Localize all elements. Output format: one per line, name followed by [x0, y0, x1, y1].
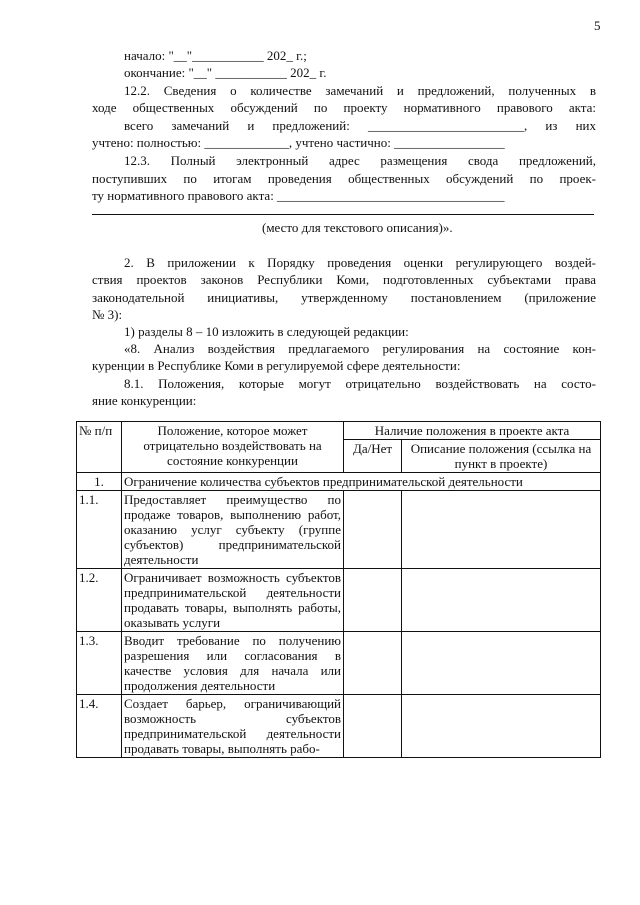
header-description: Описание положения (ссылка на пункт в проекте) — [402, 440, 601, 473]
line-item-2: 2. В приложении к Порядку проведения оценки регулирующего воздей- — [124, 255, 596, 270]
line-12-2: 12.2. Сведения о количестве замечаний и предложений, полученных в — [124, 83, 596, 98]
header-num: № п/п — [77, 422, 122, 473]
line-8-1: 8.1. Положения, которые могут отрицательно воздействовать на состо- — [124, 376, 596, 391]
line-12-3-cont2: ту нормативного правового акта: ___________________________________ — [92, 188, 505, 203]
page-number: 5 — [594, 18, 601, 33]
row-num: 1.2. — [77, 569, 122, 632]
row-yes-no — [344, 491, 402, 569]
line-start-date: начало: "__"___________ 202_ г.; — [124, 48, 307, 63]
header-presence: Наличие положения в проекте акта — [344, 422, 601, 440]
section-title: Ограничение количества субъектов предпринимательской деятельности — [122, 473, 601, 491]
row-description — [402, 695, 601, 758]
table-row — [77, 491, 601, 569]
line-12-2-cont: ходе общественных обсуждений по проекту нормативного правового акта: — [92, 100, 596, 115]
row-description — [402, 491, 601, 569]
line-item-2-cont2: законодательной инициативы, утвержденному постановлением (приложение — [92, 290, 596, 305]
header-position: Положение, которое может отрицательно воздействовать на состояние конкуренции — [122, 422, 344, 473]
row-text: Создает барьер, ограничивающий возможность субъектов предпринимательской деятельности продавать товары, выполнять рабо- — [122, 695, 344, 758]
line-sections: 1) разделы 8 – 10 изложить в следующей редакции: — [124, 324, 409, 339]
row-num: 1.1. — [77, 491, 122, 569]
table-row — [77, 569, 601, 632]
line-item-2-cont3: № 3): — [92, 307, 123, 322]
row-yes-no — [344, 632, 402, 695]
line-item-2-cont1: ствия проектов законов Республики Коми, подготовленных субъектами права — [92, 272, 596, 287]
row-text: Предоставляет преимущество по продаже товаров, выполнению работ, оказанию услуг субъекту (группе субъектов) предпринимательской деятельности — [122, 491, 344, 569]
line-section-8-cont: куренции в Республике Коми в регулируемой сфере деятельности: — [92, 358, 461, 373]
header-yes-no: Да/Нет — [344, 440, 402, 473]
row-text: Вводит требование по получению разрешения или согласования в качестве условия для начала или продолжения деятельности — [122, 632, 344, 695]
line-accounted: учтено: полностью: _____________, учтено частично: _________________ — [92, 135, 505, 150]
row-text: Ограничивает возможность субъектов предпринимательской деятельности продавать товары, выполнять работы, оказывать услуги — [122, 569, 344, 632]
table-section-row — [77, 473, 601, 491]
row-num: 1.3. — [77, 632, 122, 695]
table-row — [77, 695, 601, 758]
line-text-placeholder: (место для текстового описания)». — [262, 220, 453, 235]
line-total-remarks: всего замечаний и предложений: ________________________, из них — [124, 118, 596, 133]
table-row — [77, 632, 601, 695]
row-description — [402, 632, 601, 695]
table-header-row — [77, 422, 601, 440]
section-num: 1. — [77, 473, 122, 491]
row-yes-no — [344, 695, 402, 758]
line-end-date: окончание: "__" ___________ 202_ г. — [124, 65, 327, 80]
blank-underline — [92, 214, 594, 215]
line-8-1-cont: яние конкуренции: — [92, 393, 197, 408]
competition-table — [76, 421, 601, 758]
line-section-8: «8. Анализ воздействия предлагаемого регулирования на состояние кон- — [124, 341, 596, 356]
row-yes-no — [344, 569, 402, 632]
row-num: 1.4. — [77, 695, 122, 758]
row-description — [402, 569, 601, 632]
line-12-3-cont: поступивших по итогам проведения общественных обсуждений по проек- — [92, 171, 596, 186]
line-12-3: 12.3. Полный электронный адрес размещения свода предложений, — [124, 153, 596, 168]
